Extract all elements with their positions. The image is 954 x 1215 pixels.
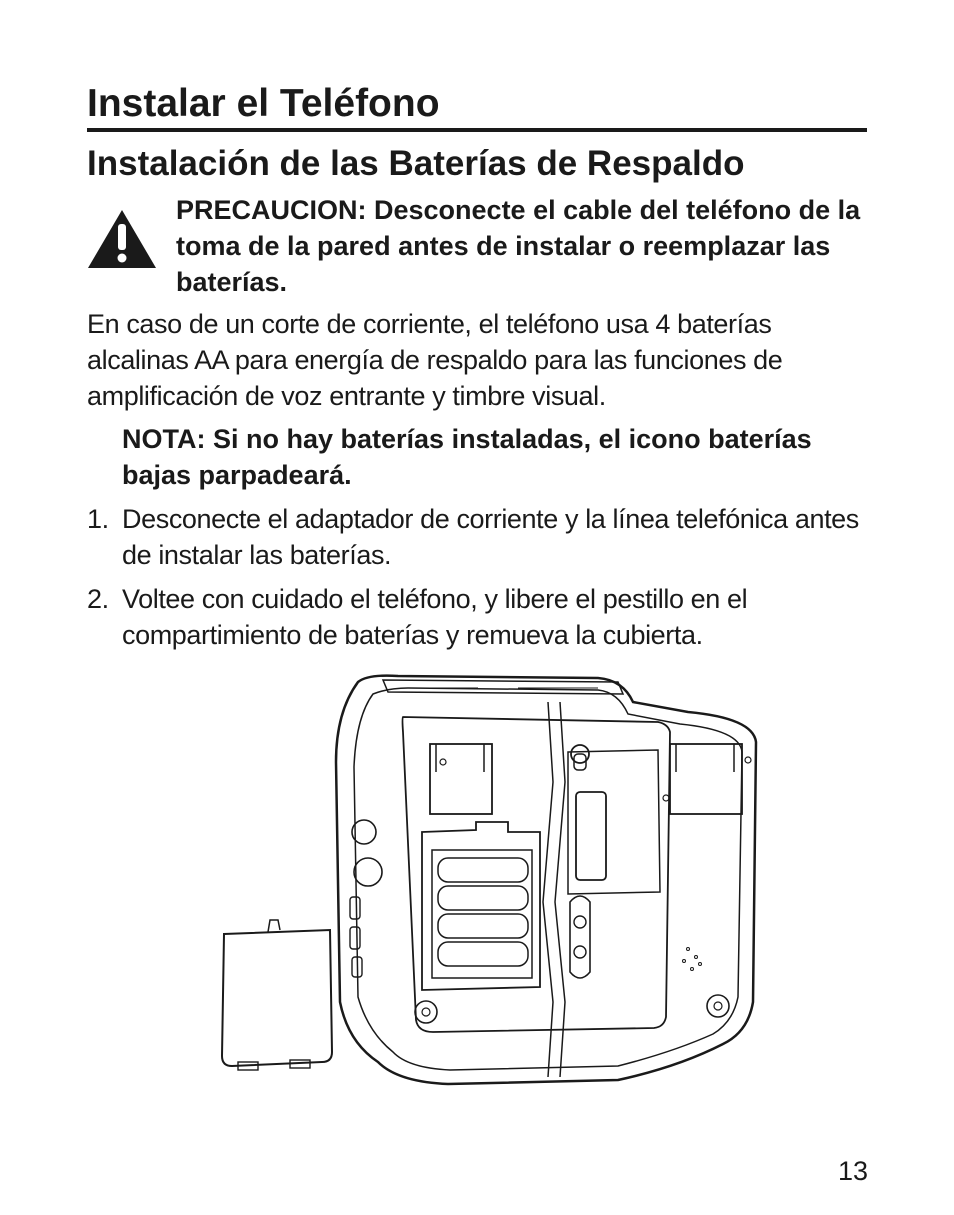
phone-battery-illustration [218, 672, 763, 1090]
step-item [87, 501, 887, 573]
step-number: 2. [87, 584, 109, 614]
note-text: NOTA: Si no hay baterías instaladas, el icono baterías bajas parpadeará. [122, 424, 812, 490]
subsection-title: Instalación de las Baterías de Respaldo [87, 144, 745, 183]
step-text: Voltee con cuidado el teléfono, y libere el pestillo en el compartimiento de baterías y remueva la cubierta. [122, 584, 748, 650]
step-text: Desconecte el adaptador de corriente y la línea telefónica antes de instalar las baterías. [122, 504, 859, 570]
step-item [87, 581, 887, 653]
intro-paragraph: En caso de un corte de corriente, el teléfono usa 4 baterías alcalinas AA para energía de respaldo para las funciones de amplificación de voz entrante y timbre visual. [87, 309, 783, 411]
steps-list [87, 501, 887, 661]
step-number: 1. [87, 504, 109, 534]
section-title: Instalar el Teléfono [87, 80, 867, 132]
caution-text: PRECAUCION: Desconecte el cable del teléfono de la toma de la pared antes de instalar o reemplazar las baterías. [176, 195, 861, 297]
page-number: 13 [837, 1156, 868, 1186]
warning-triangle-icon [86, 208, 158, 270]
